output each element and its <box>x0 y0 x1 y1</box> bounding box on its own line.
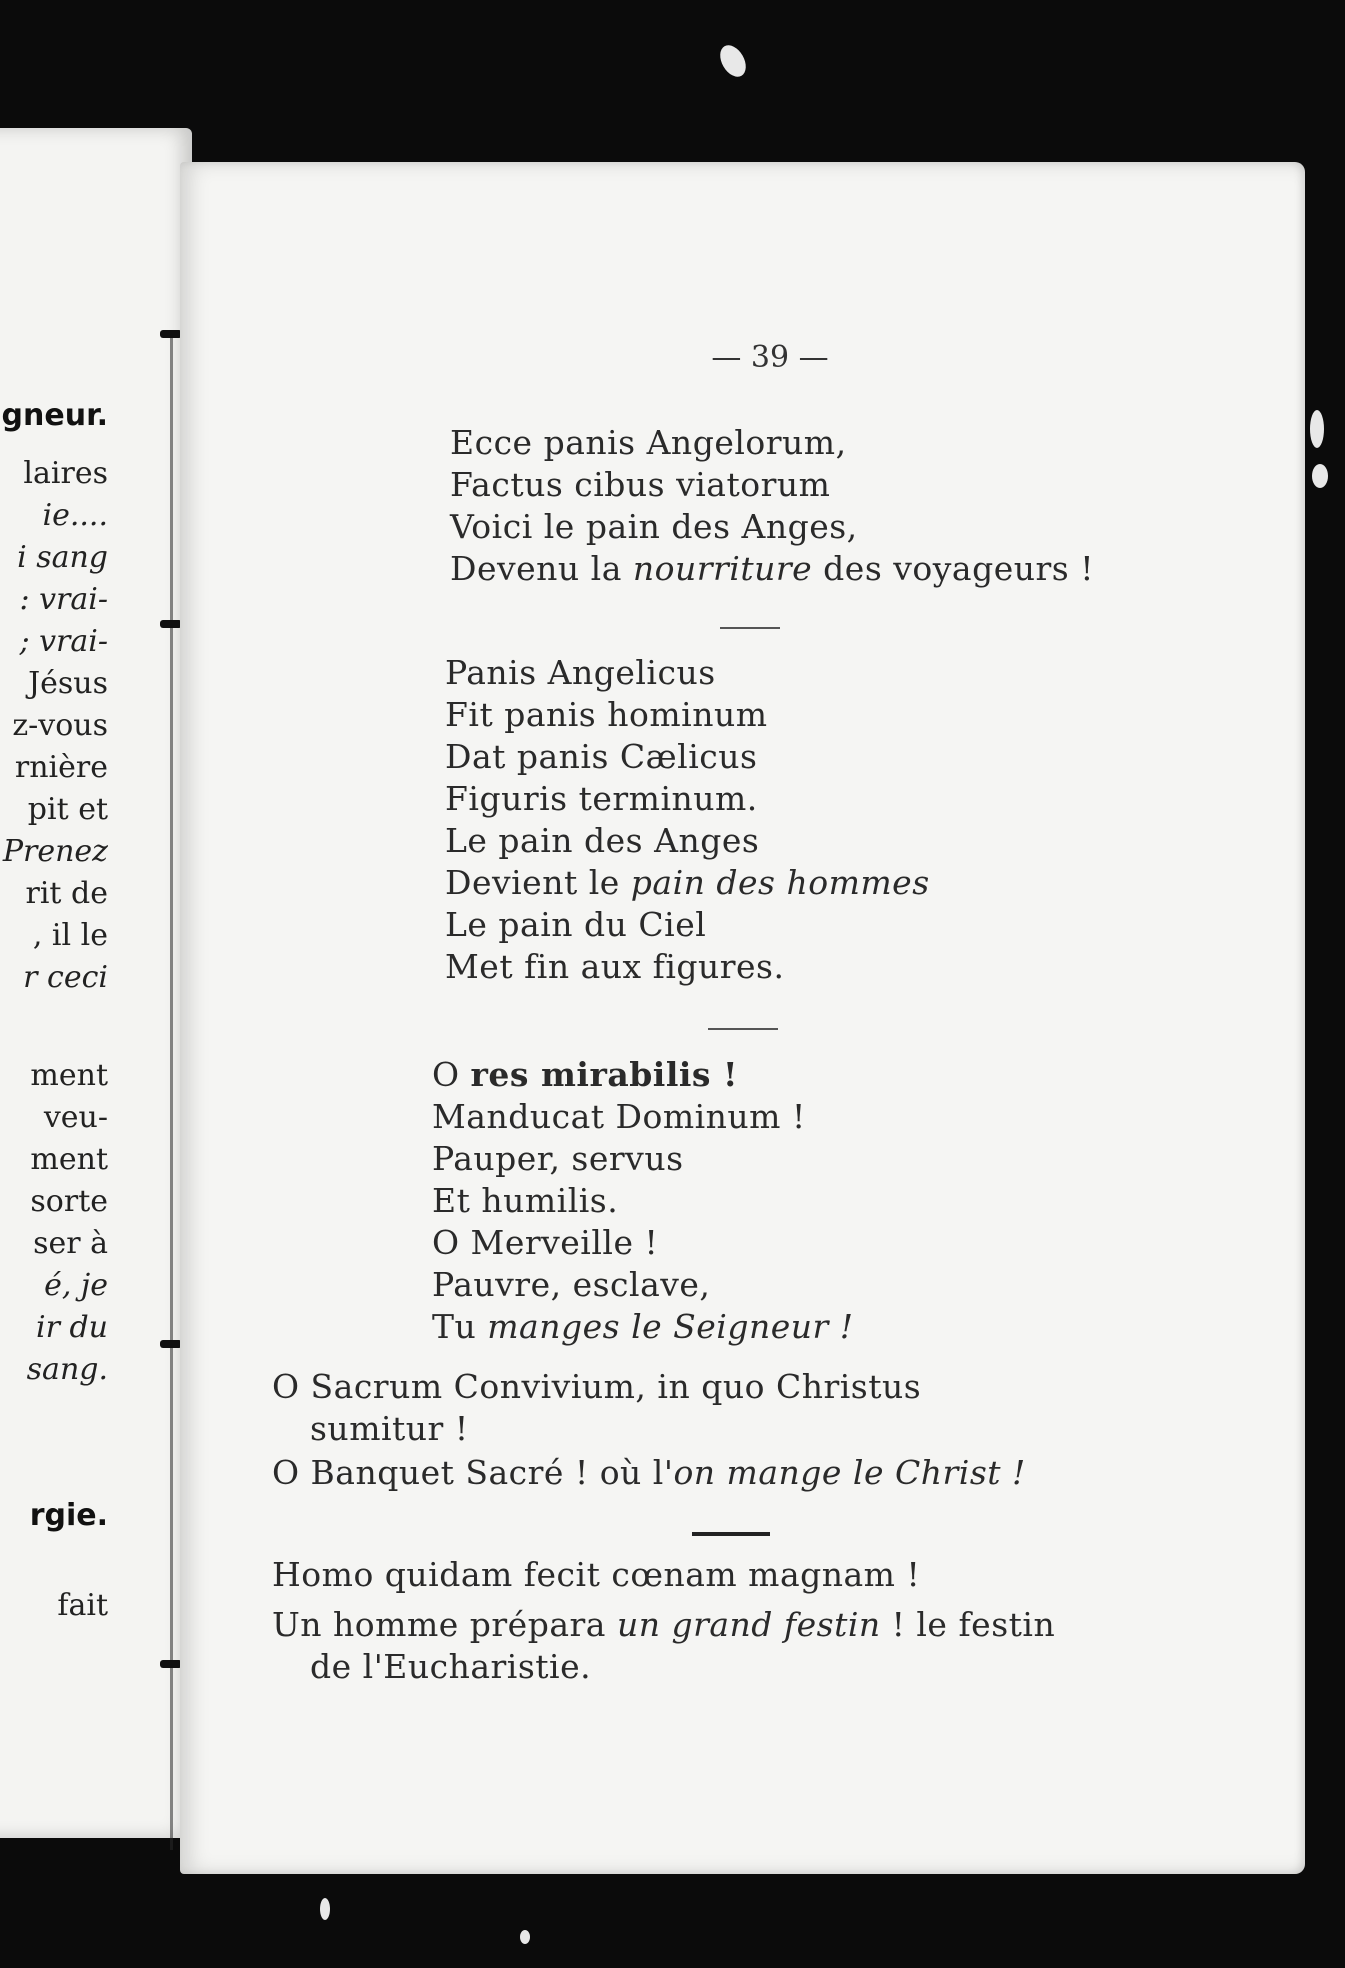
verse-line: Dat panis Cælicus <box>445 737 758 776</box>
verse-emphasis: nourriture <box>632 549 813 588</box>
verse-text: ! le festin de l'Eucharistie. <box>310 1605 1056 1686</box>
dust-speck <box>1312 464 1328 488</box>
verse-line <box>445 862 930 904</box>
verse-text: Devient le <box>445 863 631 902</box>
verse-text: Devenu la <box>450 549 633 588</box>
verse-text: O Banquet Sacré ! où l' <box>272 1453 674 1492</box>
paragraph-homo: Homo quidam fecit cœnam magnam ! <box>272 1555 921 1594</box>
dust-speck <box>320 1898 330 1920</box>
verse-line <box>450 548 1094 590</box>
left-text-fragment: é, je <box>44 1268 108 1303</box>
paragraph-sacrum: O Sacrum Convivium, in quo Christus sumitur ! <box>272 1367 922 1448</box>
left-text-fragment: r ceci <box>23 960 108 995</box>
stanza-separator <box>708 1028 778 1030</box>
left-text-fragment: rit de <box>25 876 108 911</box>
verse-emphasis: manges le Seigneur ! <box>487 1307 854 1346</box>
current-page <box>180 162 1305 1874</box>
binding-stitch <box>160 1660 182 1668</box>
dust-speck <box>520 1930 530 1944</box>
verse-emphasis: un grand festin <box>616 1605 881 1644</box>
verse-bold-text: res mirabilis ! <box>470 1055 738 1094</box>
verse-emphasis: on mange le Christ ! <box>673 1453 1026 1492</box>
left-text-fragment: veu- <box>43 1100 108 1135</box>
paragraph-banquet <box>272 1452 1026 1494</box>
left-text-fragment: ment <box>30 1058 108 1093</box>
verse-line: Pauper, servus <box>432 1139 684 1178</box>
binding-stitch <box>160 330 182 338</box>
binding-stitch <box>160 620 182 628</box>
left-text-fragment: ment <box>30 1142 108 1177</box>
verse-text: Tu <box>432 1307 488 1346</box>
left-text-fragment: laires <box>23 456 108 491</box>
left-text-fragment: , il le <box>32 918 108 953</box>
verse-line: Ecce panis Angelorum, <box>450 423 847 462</box>
dust-speck <box>1310 410 1324 448</box>
section-separator <box>692 1532 770 1536</box>
left-text-fragment: sorte <box>30 1184 108 1219</box>
dust-speck <box>715 41 751 81</box>
left-heading-fragment: gneur. <box>1 398 108 433</box>
binding-stitch <box>160 1340 182 1348</box>
verse-line: Panis Angelicus <box>445 653 716 692</box>
left-text-fragment: pit et <box>27 792 108 827</box>
verse-emphasis: pain des hommes <box>630 863 930 902</box>
verse-text: des voyageurs ! <box>812 549 1094 588</box>
verse-line: Pauvre, esclave, <box>432 1265 711 1304</box>
left-text-fragment: rnière <box>14 750 108 785</box>
left-text-fragment: ir du <box>36 1310 108 1345</box>
page-number: — 39 — <box>711 340 829 375</box>
left-text-fragment: z-vous <box>12 708 108 743</box>
left-text-fragment: Prenez <box>2 834 108 869</box>
verse-text: O <box>432 1055 471 1094</box>
left-text-fragment: Jésus <box>28 666 108 701</box>
verse-line: Fit panis hominum <box>445 695 768 734</box>
left-text-fragment: ; vrai- <box>19 624 108 659</box>
verse-line <box>432 1306 854 1348</box>
stanza-separator <box>720 627 780 629</box>
verse-line <box>432 1054 738 1096</box>
verse-line: Figuris terminum. <box>445 779 758 818</box>
verse-line: Le pain du Ciel <box>445 905 707 944</box>
left-text-fragment: fait <box>57 1588 108 1623</box>
verse-line: Et humilis. <box>432 1181 619 1220</box>
verse-line: Met fin aux figures. <box>445 947 785 986</box>
left-heading-fragment: rgie. <box>29 1498 108 1533</box>
verse-line: Manducat Dominum ! <box>432 1097 806 1136</box>
verse-line: Factus cibus viatorum <box>450 465 831 504</box>
left-text-fragment: ser à <box>33 1226 108 1261</box>
verse-line: Voici le pain des Anges, <box>450 507 858 546</box>
left-text-fragment: i sang <box>17 540 108 575</box>
book-binding <box>164 330 178 1850</box>
left-text-fragment: ie.... <box>42 498 108 533</box>
verse-line: Le pain des Anges <box>445 821 760 860</box>
verse-text: Un homme prépara <box>272 1605 617 1644</box>
verse-line: O Merveille ! <box>432 1223 659 1262</box>
left-text-fragment: : vrai- <box>19 582 108 617</box>
left-text-fragment: sang. <box>26 1352 108 1387</box>
paragraph-homme <box>272 1604 1070 1688</box>
binding-line <box>170 330 173 1850</box>
